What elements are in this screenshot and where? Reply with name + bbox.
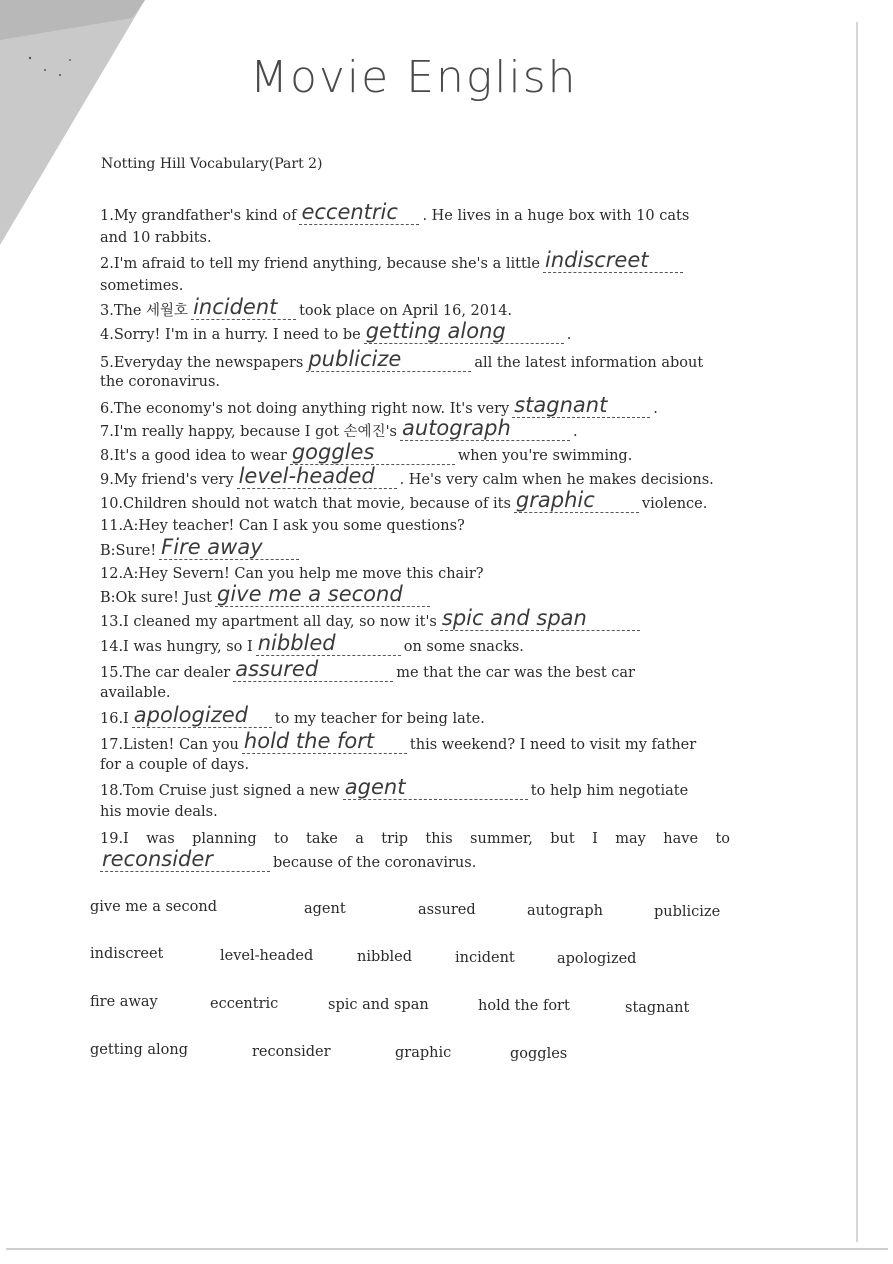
- answer-blank-6[interactable]: [512, 393, 650, 418]
- word-bank-item: publicize: [654, 904, 721, 920]
- answer-blank-18[interactable]: [343, 775, 528, 800]
- question-10: 10.Children should not watch that movie, because of its graphic violence.: [100, 488, 708, 512]
- handwritten-title: Movie English: [250, 52, 578, 103]
- word-bank-item: give me a second: [90, 899, 217, 915]
- answer-blank-5[interactable]: [306, 347, 471, 372]
- question-15: 15.The car dealer assured me that the car was the best car: [100, 657, 635, 681]
- question-12-reply: B:Ok sure! Just give me a second: [100, 588, 433, 607]
- question-17: 17.Listen! Can you hold the fort this weekend? I need to visit my father: [100, 729, 697, 753]
- word-bank-item: spic and span: [328, 997, 429, 1013]
- handwritten-answer: apologized: [133, 703, 248, 727]
- handwritten-answer: getting along: [365, 319, 506, 343]
- handwritten-answer: hold the fort: [243, 729, 375, 753]
- scan-edge-bottom: [6, 1248, 888, 1250]
- answer-blank-2[interactable]: [543, 248, 683, 273]
- handwritten-answer: spic and span: [441, 606, 587, 630]
- word-bank-item: hold the fort: [478, 998, 570, 1014]
- question-12: 12.A:Hey Severn! Can you help me move this chair?: [100, 566, 484, 582]
- question-3: 3.The 세월호 incident took place on April 16, 2014.: [100, 295, 513, 319]
- handwritten-answer: assured: [235, 657, 319, 681]
- word-bank-item: autograph: [527, 903, 604, 919]
- question-11: 11.A:Hey teacher! Can I ask you some questions?: [100, 518, 465, 534]
- handwritten-answer: Fire away: [161, 535, 263, 559]
- question-13: 13.I cleaned my apartment all day, so now it's spic and span: [100, 612, 643, 631]
- word-bank-item: level-headed: [220, 948, 314, 964]
- question-4: 4.Sorry! I'm in a hurry. I need to be getting along .: [100, 319, 572, 343]
- question-9: 9.My friend's very level-headed . He's very calm when he makes decisions.: [100, 464, 714, 488]
- answer-blank-15[interactable]: [233, 657, 393, 682]
- handwritten-answer: indiscreet: [545, 248, 649, 272]
- answer-blank-17[interactable]: [242, 729, 407, 754]
- word-bank-item: apologized: [557, 951, 637, 967]
- handwritten-answer: agent: [344, 775, 406, 799]
- handwritten-answer: autograph: [402, 416, 511, 440]
- word-bank-item: eccentric: [210, 996, 279, 1012]
- word-bank-item: goggles: [510, 1046, 568, 1062]
- word-bank-item: indiscreet: [90, 946, 164, 962]
- question-11-reply: B:Sure! Fire away: [100, 541, 302, 560]
- answer-blank-10[interactable]: [514, 488, 639, 513]
- handwritten-answer: stagnant: [514, 393, 608, 417]
- question-1: 1.My grandfather's kind of eccentric . He lives in a huge box with 10 cats: [100, 200, 690, 224]
- answer-blank-14[interactable]: [256, 631, 401, 656]
- handwritten-answer: goggles: [291, 440, 375, 464]
- handwritten-answer: nibbled: [257, 631, 336, 655]
- word-bank-item: graphic: [395, 1045, 452, 1061]
- word-bank-item: nibbled: [357, 949, 413, 965]
- answer-blank-16[interactable]: [132, 703, 272, 728]
- question-5: 5.Everyday the newspapers publicize all the latest information about: [100, 347, 704, 371]
- worksheet-subtitle: Notting Hill Vocabulary(Part 2): [101, 156, 323, 172]
- question-16: 16.I apologized to my teacher for being late.: [100, 703, 485, 727]
- handwritten-answer: reconsider: [102, 847, 213, 871]
- word-bank-item: getting along: [90, 1042, 189, 1058]
- question-5-cont: the coronavirus.: [100, 374, 221, 390]
- question-2-cont: sometimes.: [100, 278, 184, 294]
- word-bank-item: fire away: [90, 994, 158, 1010]
- word-bank-item: assured: [418, 902, 476, 918]
- question-7: 7.I'm really happy, because I got 손예진's autograph .: [100, 416, 578, 440]
- question-14: 14.I was hungry, so I nibbled on some snacks.: [100, 631, 524, 655]
- word-bank-item: agent: [304, 901, 346, 917]
- question-8: 8.It's a good idea to wear goggles when you're swimming.: [100, 440, 633, 464]
- answer-blank-9[interactable]: [237, 464, 397, 489]
- question-19-cont: reconsider because of the coronavirus.: [102, 847, 477, 871]
- answer-blank-4[interactable]: [364, 319, 564, 344]
- question-19: 19.I was planning to take a trip this summer, but I may have to: [100, 831, 730, 847]
- answer-blank-3[interactable]: [191, 295, 296, 320]
- handwritten-answer: incident: [193, 295, 278, 319]
- word-bank-item: reconsider: [252, 1044, 331, 1060]
- handwritten-answer: give me a second: [216, 582, 403, 606]
- answer-blank-1[interactable]: [299, 200, 419, 225]
- word-bank-item: stagnant: [625, 1000, 690, 1016]
- handwritten-answer: graphic: [515, 488, 595, 512]
- question-2: 2.I'm afraid to tell my friend anything, because she's a little indiscreet: [100, 254, 686, 273]
- question-15-cont: available.: [100, 685, 171, 701]
- answer-blank-19[interactable]: [100, 847, 270, 872]
- answer-blank-8[interactable]: [290, 440, 455, 465]
- question-17-cont: for a couple of days.: [100, 757, 250, 773]
- question-1-cont: and 10 rabbits.: [100, 230, 212, 246]
- scan-edge-right: [856, 22, 858, 1242]
- handwritten-answer: level-headed: [238, 464, 375, 488]
- answer-blank-13[interactable]: [440, 606, 640, 631]
- handwritten-answer: publicize: [308, 347, 402, 371]
- word-bank-item: incident: [455, 950, 515, 966]
- question-18-cont: his movie deals.: [100, 804, 218, 820]
- question-6: 6.The economy's not doing anything right now. It's very stagnant .: [100, 393, 658, 417]
- question-18: 18.Tom Cruise just signed a new agent to help him negotiate: [100, 775, 689, 799]
- answer-blank-7[interactable]: [400, 416, 570, 441]
- handwritten-answer: eccentric: [301, 200, 398, 224]
